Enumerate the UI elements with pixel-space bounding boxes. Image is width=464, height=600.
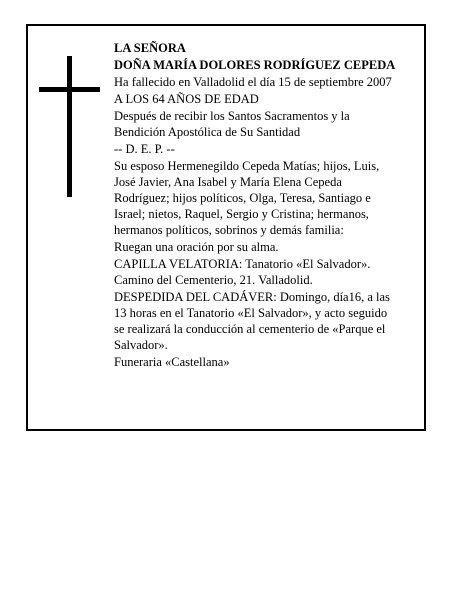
deceased-name: DOÑA MARÍA DOLORES RODRÍGUEZ CEPEDA (114, 58, 396, 72)
notice-title: LA SEÑORA (114, 41, 186, 55)
funeral-home: Funeraria «Castellana» (114, 355, 230, 369)
cross-icon (67, 56, 72, 197)
family-statement: Su esposo Hermenegildo Cepeda Matías; hijos, Luis, José Javier, Ana Isabel y María Elena Cepeda Rodríguez; hijos políticos, Olga, Teresa, Santiago e Israel; nietos, Raquel, Sergio y Cristina; hermanos, hermanos políticos, sobrinos y demás familia: (114, 159, 380, 237)
rip-line: -- D. E. P. -- (114, 142, 175, 156)
prayer-request: Ruegan una oración por su alma. (114, 240, 279, 254)
chapel-info: CAPILLA VELATORIA: Tanatorio «El Salvador». Camino del Cementerio, 21. Valladolid. (114, 257, 371, 287)
farewell-info: DESPEDIDA DEL CADÁVER: Domingo, día16, a las 13 horas en el Tanatorio «El Salvador», y acto seguido se realizará la conducción al cementerio de «Parque el Salvador». (114, 290, 390, 352)
age-statement: A LOS 64 AÑOS DE EDAD (114, 92, 259, 106)
death-statement: Ha fallecido en Valladolid el día 15 de septiembre 2007 (114, 75, 392, 89)
notice-text (114, 40, 420, 371)
sacraments-statement: Después de recibir los Santos Sacramentos y la Bendición Apostólica de Su Santidad (114, 109, 350, 139)
obituary-notice (26, 24, 426, 431)
cross-icon-bar (39, 87, 100, 92)
